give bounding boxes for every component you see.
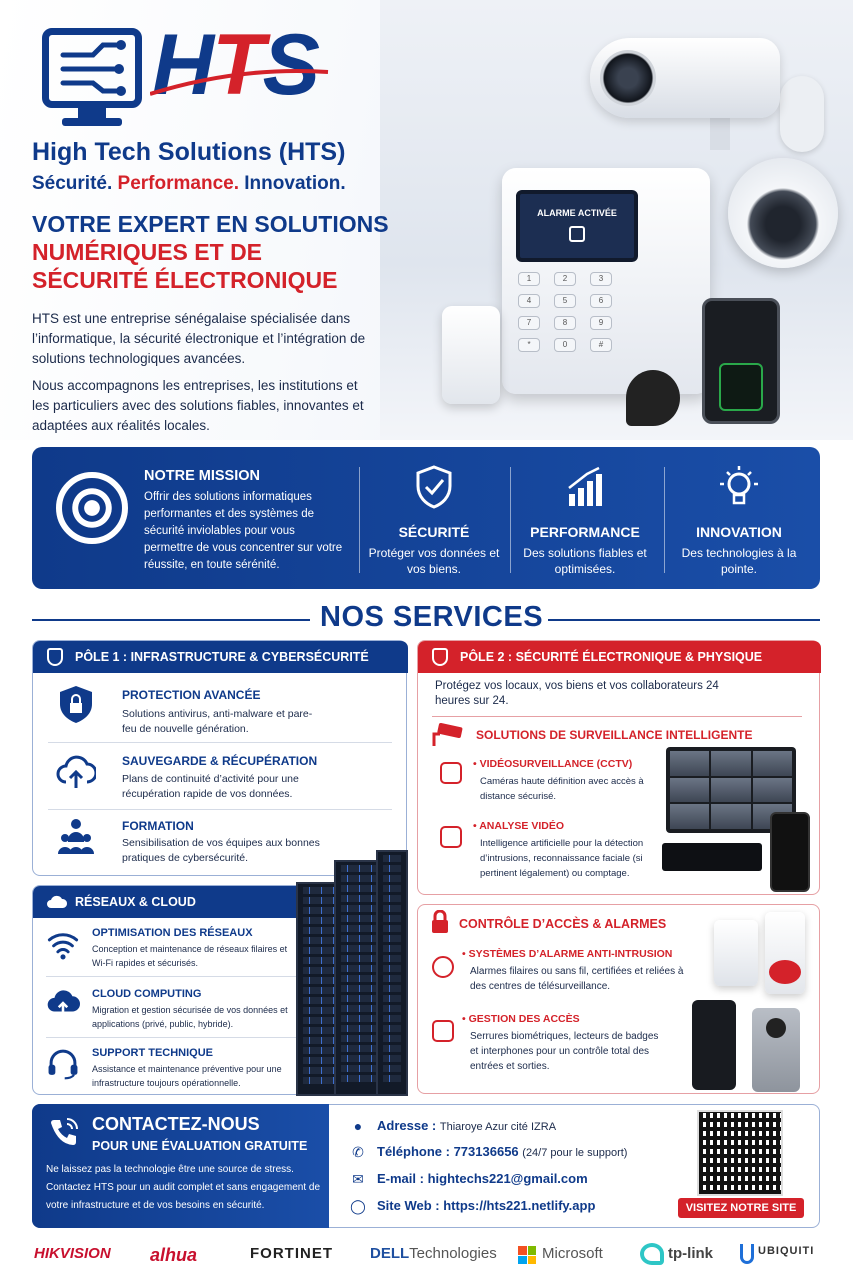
surveillance-title: SOLUTIONS DE SURVEILLANCE INTELLIGENTE <box>476 728 753 742</box>
camera-bullet-icon <box>440 762 462 784</box>
camera-mount-plate <box>780 76 824 152</box>
visit-site-button[interactable]: VISITEZ NOTRE SITE <box>678 1198 804 1218</box>
key-fob-image <box>626 370 680 426</box>
shield-lock-icon <box>56 684 96 724</box>
logo-wordmark: HTS <box>152 17 319 113</box>
cloud-icon <box>46 893 68 909</box>
cloud-header: RÉSEAUX & CLOUD <box>33 886 313 918</box>
cctv-title: • VIDÉOSURVEILLANCE (CCTV) <box>473 758 633 770</box>
value-securite: SÉCURITÉ Protéger vos données et vos biens. <box>359 458 509 577</box>
partner-dell: DELLTechnologies <box>370 1245 497 1262</box>
phone-call-icon <box>48 1116 80 1148</box>
gestion-title: • GESTION DES ACCÈS <box>462 1013 580 1025</box>
ubiquiti-logo-icon <box>740 1244 754 1264</box>
divider <box>48 809 392 810</box>
headset-icon <box>46 1046 80 1080</box>
location-pin-icon: ● <box>353 1118 363 1134</box>
cloud-computing-text: Migration et gestion sécurisée de vos données et applications (privé, public, hybride). <box>92 1005 288 1029</box>
qr-code[interactable] <box>697 1110 783 1196</box>
microsoft-logo-icon <box>518 1246 536 1264</box>
divider <box>48 742 392 743</box>
pole1-header: PÔLE 1 : INFRASTRUCTURE & CYBERSÉCURITÉ <box>33 641 408 673</box>
contact-text: Ne laissez pas la technologie être une source de stress. Contactez HTS pour un audit complet et sans engagement de votre infrastructure et de vos besoins en sécurité. <box>46 1164 321 1211</box>
logo-base <box>62 118 122 126</box>
cloud-computing-title: CLOUD COMPUTING <box>92 988 202 1000</box>
partner-dahua: alhua <box>150 1245 198 1265</box>
target-icon <box>56 472 128 544</box>
pole2-intro: Protégez vos locaux, vos biens et vos collaborateurs 24 heures sur 24. <box>435 680 719 707</box>
bar-chart-icon <box>565 464 605 510</box>
logo-monitor-icon <box>42 28 142 108</box>
alarm-text: Alarmes filaires ou sans fil, certifiées et reliées à des centres de télésurveillance. <box>470 966 684 992</box>
alarm-sensor-image <box>714 920 758 986</box>
partner-ubiquiti: UBIQUITI <box>758 1245 815 1257</box>
access-keypad-image <box>692 1000 736 1090</box>
email-icon: ✉ <box>352 1171 364 1187</box>
wifi-icon <box>46 928 80 962</box>
mission-text: Offrir des solutions informatiques performantes et des systèmes de sécurité inviolables pour vous permettre de vous concentrer sur votre réussite, en toute sérénité. <box>144 491 343 571</box>
dvr-image <box>662 843 762 871</box>
fingerprint-reader-image <box>702 298 780 424</box>
motion-sensor-image <box>442 306 500 404</box>
company-name: High Tech Solutions (HTS) <box>32 138 346 166</box>
shield-icon <box>432 648 448 666</box>
value-innovation: INNOVATION Des technologies à la pointe. <box>664 458 814 577</box>
access-bullet-icon <box>432 1020 454 1042</box>
reseaux-title: OPTIMISATION DES RÉSEAUX <box>92 927 253 939</box>
intro-paragraph-2: Nous accompagnons les entreprises, les institutions et les particuliers avec des solutions fiables, innovantes et adaptées aux réalités locales. <box>32 378 364 433</box>
phone-icon: ✆ <box>352 1144 364 1160</box>
cloud-computing-icon <box>46 986 80 1020</box>
partner-tplink: tp-link <box>668 1245 713 1262</box>
section-rule-left <box>32 619 310 621</box>
people-icon <box>56 816 96 856</box>
divider <box>46 1037 300 1038</box>
shield-check-icon <box>414 464 454 510</box>
bullet-camera-image <box>590 38 780 118</box>
intro-paragraph-1: HTS est une entreprise sénégalaise spécialisée dans l’informatique, la sécurité électronique et l’intégration de solutions technologiques avancées. <box>32 311 366 366</box>
lightbulb-icon <box>719 464 759 510</box>
partner-fortinet: FORTINET <box>250 1245 333 1262</box>
tagline: Sécurité. Performance. Innovation. <box>32 173 346 194</box>
formation-title: FORMATION <box>122 819 194 833</box>
section-rule-right <box>548 619 820 621</box>
headline: VOTRE EXPERT EN SOLUTIONS NUMÉRIQUES ET DE SÉCURITÉ ÉLECTRONIQUE <box>32 211 389 293</box>
services-title: NOS SERVICES <box>320 601 544 633</box>
shield-icon <box>47 648 63 666</box>
contact-title: CONTACTEZ-NOUS <box>92 1114 260 1134</box>
partner-hikvision: HIKVISION <box>34 1245 111 1262</box>
sauvegarde-text: Plans de continuité d’activité pour une récupération rapide de vos données. <box>122 773 299 800</box>
lock-icon <box>569 226 585 242</box>
reseaux-text: Conception et maintenance de réseaux filaires et Wi-Fi rapides et sécurisés. <box>92 944 288 968</box>
divider <box>432 716 802 717</box>
tplink-logo-icon <box>640 1243 664 1265</box>
mission-title: NOTRE MISSION <box>144 468 261 484</box>
server-rack-image <box>376 850 408 1096</box>
logo-swoosh <box>150 60 330 100</box>
dome-camera-image <box>728 158 838 268</box>
alarm-keypad: 1 2 3 4 5 6 7 8 9 * 0 # <box>518 272 628 352</box>
cctv-icon <box>430 722 466 748</box>
alarm-bullet-icon <box>432 956 454 978</box>
protection-title: PROTECTION AVANCÉE <box>122 688 261 702</box>
support-title: SUPPORT TECHNIQUE <box>92 1047 214 1059</box>
sauvegarde-title: SAUVEGARDE & RÉCUPÉRATION <box>122 754 318 768</box>
alarm-title: • SYSTÈMES D’ALARME ANTI-INTRUSION <box>462 948 673 960</box>
analyse-text: Intelligence artificielle pour la détection d’intrusions, reconnaissance faciale (si pertinent légalement) ou comptage. <box>480 838 644 879</box>
partner-microsoft: Microsoft <box>542 1245 603 1262</box>
contact-subtitle: POUR UNE ÉVALUATION GRATUITE <box>92 1139 308 1153</box>
siren-image <box>765 912 805 994</box>
divider <box>46 976 300 977</box>
smartphone-image <box>770 812 810 892</box>
padlock-icon <box>430 910 450 934</box>
formation-text: Sensibilisation de vos équipes aux bonnes pratiques de cybersécurité. <box>122 837 320 864</box>
globe-icon: ◯ <box>350 1198 366 1214</box>
cctv-text: Caméras haute définition avec accès à distance sécurisé. <box>480 776 644 802</box>
cloud-upload-icon <box>56 752 96 792</box>
support-text: Assistance et maintenance préventive pour une infrastructure toujours opérationnelle. <box>92 1064 282 1088</box>
email-line[interactable]: E-mail : hightechs221@gmail.com <box>377 1171 588 1186</box>
access-title: CONTRÔLE D’ACCÈS & ALARMES <box>459 917 667 931</box>
analyse-title: • ANALYSE VIDÉO <box>473 820 565 832</box>
gestion-text: Serrures biométriques, lecteurs de badges et interphones pour un contrôle total des entrées et sorties. <box>470 1031 659 1072</box>
protection-text: Solutions antivirus, anti-malware et pare-feu de nouvelle génération. <box>122 708 313 735</box>
website-line[interactable]: Site Web : https://hts221.netlify.app <box>377 1198 596 1213</box>
value-performance: PERFORMANCE Des solutions fiables et optimisées. <box>510 458 660 577</box>
alarm-screen: ALARME ACTIVÉE <box>516 190 638 262</box>
phone-line: Téléphone : 773136656 (24/7 pour le support) <box>377 1144 628 1159</box>
address-line: Adresse : Thiaroye Azur cité IZRA <box>377 1118 557 1133</box>
analytics-bullet-icon <box>440 826 462 848</box>
intercom-image <box>752 1008 800 1092</box>
pole2-header: PÔLE 2 : SÉCURITÉ ÉLECTRONIQUE & PHYSIQUE <box>418 641 821 673</box>
